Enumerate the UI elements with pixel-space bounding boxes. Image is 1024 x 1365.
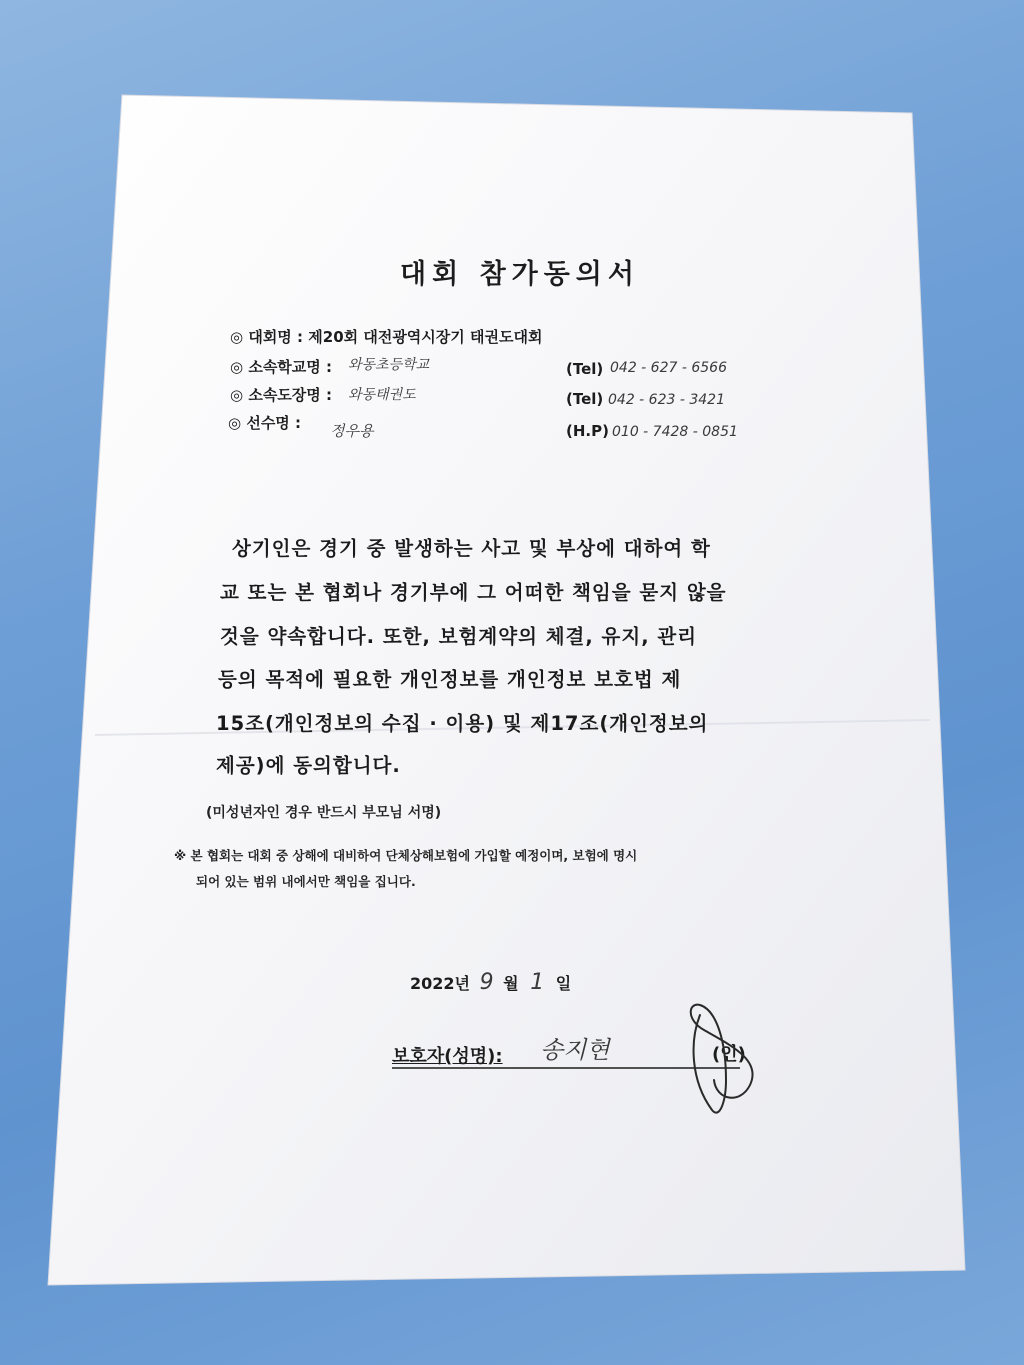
reference-mark-icon: ※ [174,848,187,863]
date-day-value: 1 [530,970,545,995]
minor-signature-note: (미성년자인 경우 반드시 부모님 서명) [206,805,442,821]
bullet-icon: ◎ [230,358,244,376]
document-title: 대회 참가동의서 [400,259,640,290]
tel-label-athlete: (H.P) [566,422,609,440]
field-label-competition: 대회명 : [248,328,304,346]
bullet-icon: ◎ [230,386,244,404]
body-line-3: 것을 약속합니다. 또한, 보험계약의 체결, 유지, 관리 [220,625,698,648]
field-value-dojang: 와동태권도 [348,387,416,403]
bullet-icon: ◎ [230,328,244,346]
insurance-note-text-1: 본 협회는 대회 중 상해에 대비하여 단체상해보험에 가입할 예정이며, 보험에 명시 [190,848,638,863]
insurance-note-line-1 [174,846,637,864]
date-month-value: 9 [479,970,494,995]
field-label-dojang: 소속도장명 : [248,386,332,404]
field-label-athlete: 선수명 : [246,414,302,432]
date-day-unit: 일 [555,974,572,993]
guardian-label: 보호자(성명): [392,1046,503,1067]
field-row-school [230,356,332,377]
field-row-dojang [230,384,332,405]
insurance-note-line-2: 되어 있는 범위 내에서만 책임을 집니다. [196,874,416,889]
tel-label-school: (Tel) [566,360,604,378]
tel-value-school: 042 - 627 - 6566 [610,360,727,376]
date-year: 2022년 [410,974,470,993]
body-line-6: 제공)에 동의합니다. [216,754,401,777]
body-line-5: 15조(개인정보의 수집 · 이용) 및 제17조(개인정보의 [216,712,709,735]
body-line-1: 상기인은 경기 중 발생하는 사고 및 부상에 대하여 학 [232,537,711,560]
field-value-athlete: 정우용 [330,422,374,440]
bullet-icon: ◎ [228,414,242,432]
body-line-4: 등의 목적에 필요한 개인정보를 개인정보 보호법 제 [218,668,682,691]
date-month-unit: 월 [503,974,519,993]
body-line-2: 교 또는 본 협회나 경기부에 그 어떠한 책임을 묻지 않을 [220,581,727,604]
guardian-name: 송지현 [540,1036,610,1064]
date-line [410,970,571,995]
field-row-athlete [228,412,301,433]
field-value-competition: 제20회 대전광역시장기 태권도대회 [308,328,543,346]
field-row-competition [230,326,542,347]
field-value-school: 와동초등학교 [348,357,430,373]
tel-value-dojang: 042 - 623 - 3421 [608,392,725,408]
field-label-school: 소속학교명 : [248,358,332,376]
tel-value-athlete: 010 - 7428 - 0851 [612,424,738,440]
seal-mark: (인) [712,1044,746,1065]
tel-label-dojang: (Tel) [566,390,604,408]
